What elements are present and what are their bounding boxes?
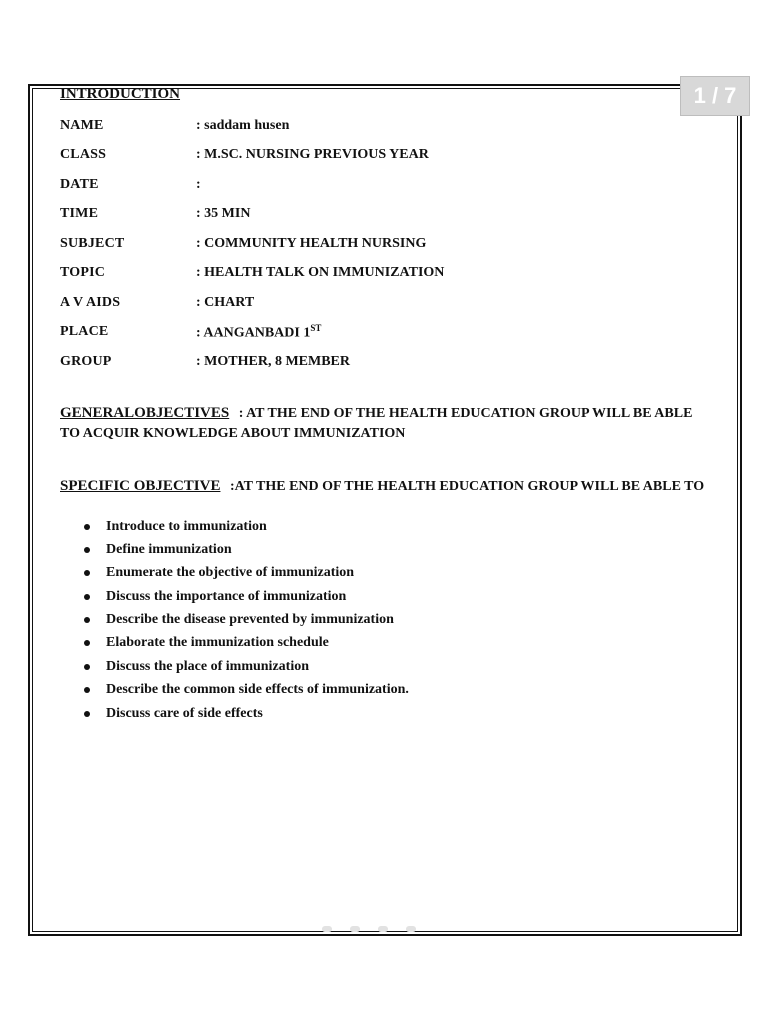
bullet-icon (84, 687, 90, 693)
info-value: : 35 MIN (196, 206, 251, 222)
bullet-icon (84, 640, 90, 646)
general-objectives-text: : AT THE END OF THE HEALTH EDUCATION GROUP WILL BE ABLE TO ACQUIR KNOWLEDGE ABOUT IMMUNIZATION (60, 405, 693, 441)
bullet-icon (84, 617, 90, 623)
list-item (60, 631, 710, 654)
page-indicator-badge: 1 / 7 (680, 76, 750, 116)
info-row-class (60, 141, 710, 171)
list-item-text: Discuss the importance of immunization (106, 588, 347, 604)
info-label: TIME (60, 206, 99, 222)
list-item (60, 702, 710, 725)
bullet-icon (84, 547, 90, 553)
info-row-date (60, 170, 710, 200)
info-value: : (196, 176, 201, 192)
place-superscript: ST (310, 322, 322, 333)
info-value (196, 323, 710, 342)
info-label: TOPIC (60, 265, 106, 281)
info-row-av-aids (60, 288, 710, 318)
info-label: NAME (60, 117, 104, 133)
info-value: : CHART (196, 294, 255, 310)
carousel-dot[interactable] (322, 926, 332, 932)
info-value: : HEALTH TALK ON IMMUNIZATION (196, 265, 445, 281)
list-item (60, 515, 710, 538)
bullet-icon (84, 524, 90, 530)
list-item (60, 585, 710, 608)
list-item-text: Elaborate the immunization schedule (106, 635, 329, 651)
general-objectives-heading: GENERALOBJECTIVES (60, 404, 230, 421)
list-item (60, 678, 710, 701)
general-objectives-block (60, 403, 710, 444)
info-label: PLACE (60, 324, 109, 340)
info-value: : saddam husen (196, 117, 290, 133)
list-item (60, 561, 710, 584)
list-item-text: Introduce to immunization (106, 518, 267, 534)
introduction-heading: INTRODUCTION (60, 86, 181, 102)
place-value-text: : AANGANBADI 1 (196, 325, 311, 341)
info-label: SUBJECT (60, 235, 125, 251)
info-row-time (60, 200, 710, 230)
info-label: GROUP (60, 353, 112, 369)
list-item-text: Describe the common side effects of immunization. (106, 682, 409, 698)
info-row-name (60, 111, 710, 141)
specific-objectives-list (60, 515, 710, 726)
list-item-text: Describe the disease prevented by immunization (106, 612, 394, 628)
specific-objective-block (60, 474, 710, 499)
info-row-place (60, 318, 710, 348)
info-value: : COMMUNITY HEALTH NURSING (196, 235, 427, 251)
carousel-dot[interactable] (406, 926, 416, 932)
specific-objective-heading: SPECIFIC OBJECTIVE (60, 477, 221, 494)
bullet-icon (84, 594, 90, 600)
carousel-pagination (322, 926, 432, 936)
bullet-icon (84, 570, 90, 576)
info-label: A V AIDS (60, 294, 121, 310)
list-item (60, 655, 710, 678)
specific-objective-text: :AT THE END OF THE HEALTH EDUCATION GROUP WILL BE ABLE TO (229, 478, 705, 494)
carousel-dot[interactable] (378, 926, 388, 932)
info-row-group (60, 347, 710, 377)
list-item-text: Discuss the place of immunization (106, 658, 309, 674)
info-label: CLASS (60, 147, 107, 163)
info-value: : M.SC. NURSING PREVIOUS YEAR (196, 147, 429, 163)
list-item (60, 608, 710, 631)
bullet-icon (84, 711, 90, 717)
info-label: DATE (60, 176, 99, 192)
bullet-icon (84, 664, 90, 670)
info-row-subject (60, 229, 710, 259)
document-content (60, 84, 710, 725)
list-item-text: Define immunization (106, 541, 232, 557)
list-item-text: Discuss care of side effects (106, 705, 263, 721)
list-item (60, 538, 710, 561)
list-item-text: Enumerate the objective of immunization (106, 565, 355, 581)
info-row-topic (60, 259, 710, 289)
carousel-dot[interactable] (350, 926, 360, 932)
info-value: : MOTHER, 8 MEMBER (196, 353, 350, 369)
